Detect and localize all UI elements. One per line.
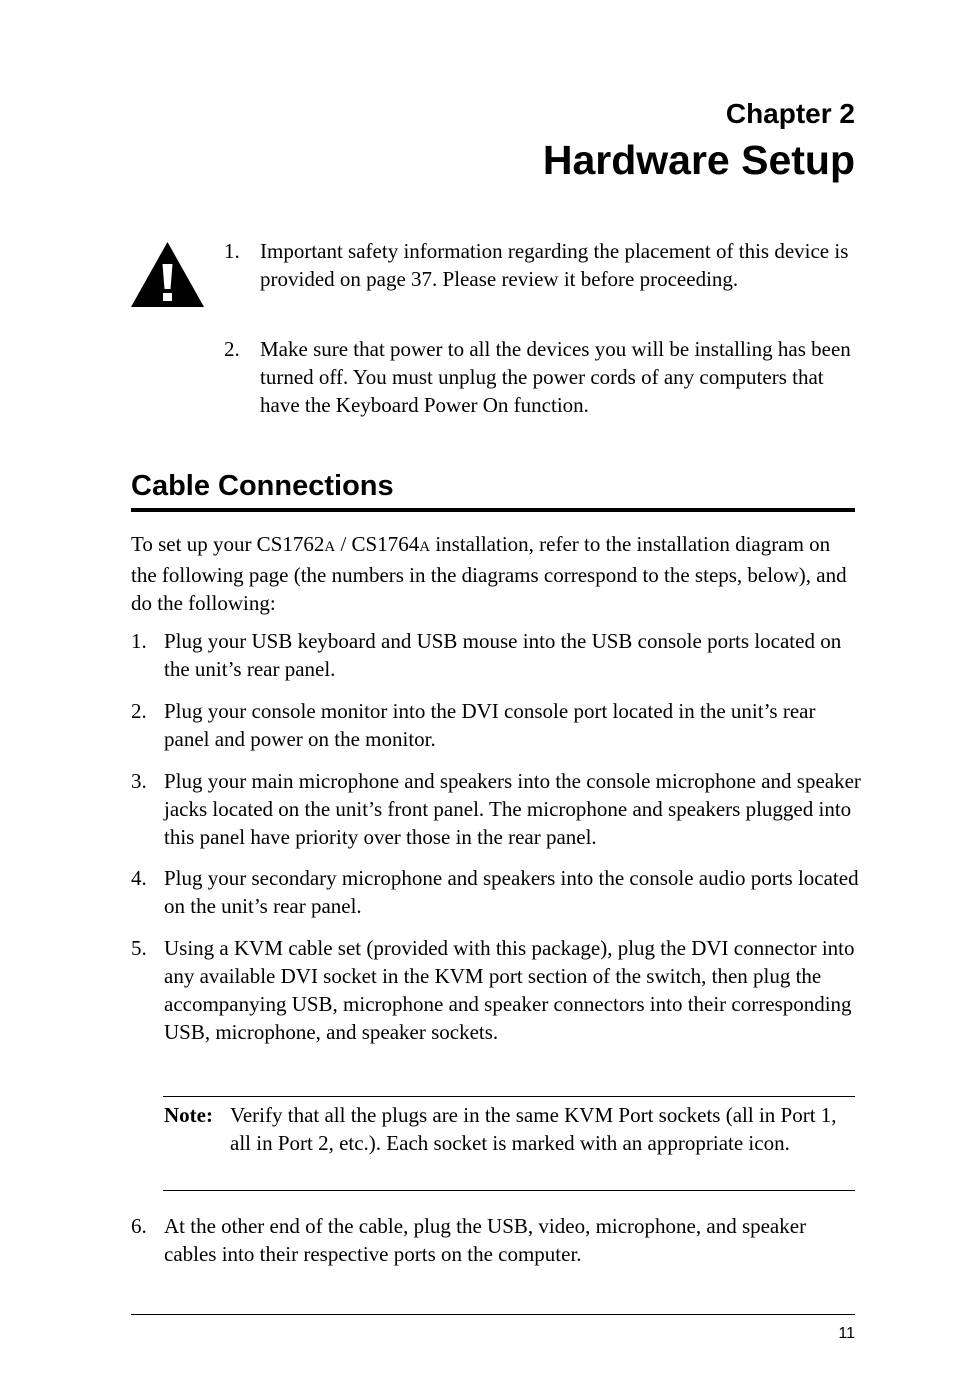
step-text: At the other end of the cable, plug the USB, video, microphone, and speaker cables into their respective ports on the computer. [164,1214,807,1266]
note-box [164,1101,859,1157]
safety-note-number: 2. [224,337,240,361]
step-1 [131,627,861,683]
step-number: 6. [131,1214,147,1238]
step-text: Plug your USB keyboard and USB mouse into the USB console ports located on the unit’s rear panel. [164,629,842,681]
step-4 [131,864,861,920]
safety-note-number: 1. [224,239,240,263]
page-number: 11 [838,1325,855,1342]
intro-text: / CS1764 [335,532,420,556]
step-text: Plug your main microphone and speakers into the console microphone and speaker jacks located on the unit’s front panel. The microphone and speakers plugged into this panel have priority over those in the rear panel. [164,769,861,849]
section-title: Cable Connections [131,470,394,502]
note-label: Note: [164,1103,213,1127]
model-suffix: A [419,539,431,555]
note-divider-top [163,1096,855,1097]
safety-note-1 [224,237,859,293]
chapter-label: Chapter 2 [725,98,855,129]
safety-note-text: Important safety information regarding the placement of this device is provided on page 37. Please review it before proceeding. [260,239,849,291]
step-6 [131,1212,861,1268]
step-number: 1. [131,629,147,653]
safety-note-2 [224,335,859,419]
intro-text: To set up your CS1762 [131,532,325,556]
step-3 [131,767,861,851]
intro-text: installation, refer to the installation diagram on the following page (the numbers in the diagrams correspond to the steps, below), and do the following: [131,532,847,615]
step-number: 3. [131,769,147,793]
model-suffix: A [324,539,336,555]
step-5 [131,934,861,1046]
warning-icon [131,242,204,307]
step-text: Plug your secondary microphone and speakers into the console audio ports located on the unit’s rear panel. [164,866,859,918]
note-text: Verify that all the plugs are in the same KVM Port sockets (all in Port 1, all in Port 2, etc.). Each socket is marked with an appropriate icon. [230,1103,837,1155]
intro-paragraph [131,530,855,617]
step-2 [131,697,861,753]
safety-note-text: Make sure that power to all the devices you will be installing has been turned off. You must unplug the power cords of any computers that have the Keyboard Power On function. [260,337,851,417]
footer-divider [131,1314,855,1315]
step-number: 5. [131,936,147,960]
step-number: 2. [131,699,147,723]
note-divider-bottom [163,1190,855,1191]
step-number: 4. [131,866,147,890]
section-divider [131,508,855,512]
step-text: Using a KVM cable set (provided with this package), plug the DVI connector into any available DVI socket in the KVM port section of the switch, then plug the accompanying USB, microphone and speaker connectors into their corresponding USB, microphone, and speaker sockets. [164,936,855,1044]
chapter-title: Hardware Setup [542,137,855,183]
step-text: Plug your console monitor into the DVI console port located in the unit’s rear panel and power on the monitor. [164,699,816,751]
